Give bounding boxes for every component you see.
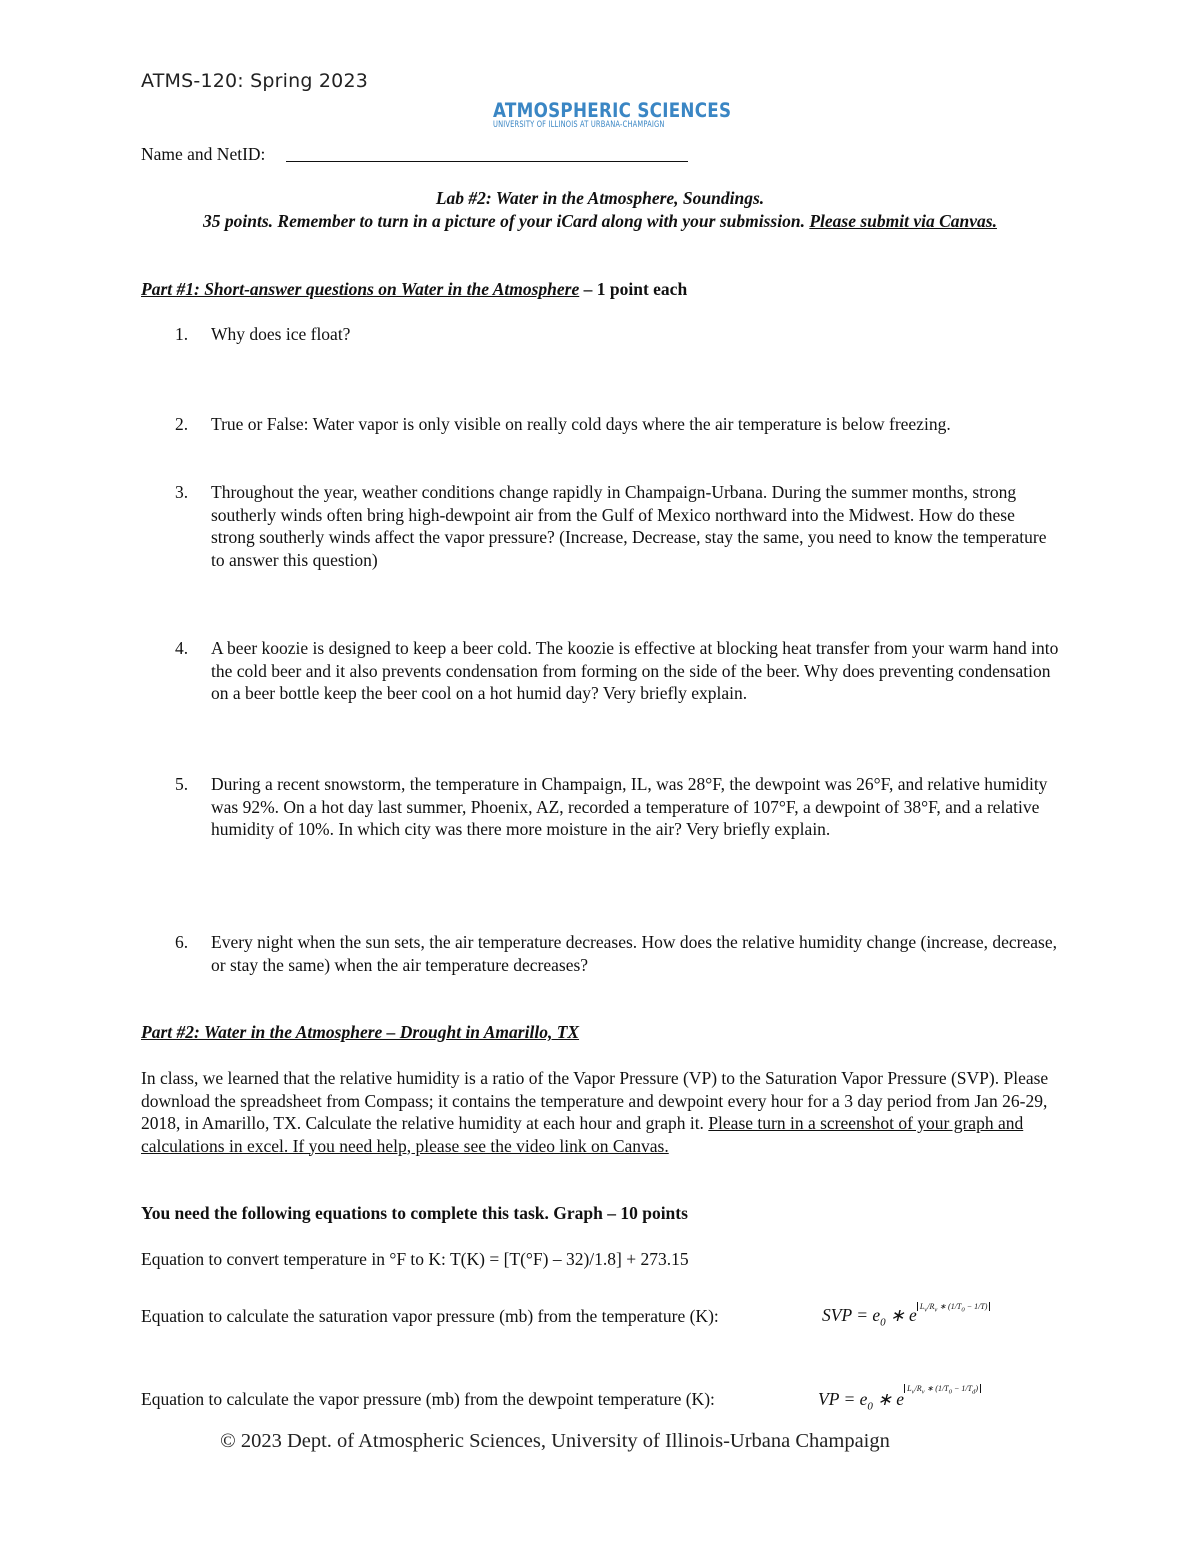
question-text: Throughout the year, weather conditions change rapidly in Champaign-Urbana. During the summer months, strong southerly winds often bring high-dewpoint air from the Gulf of Mexico northward into the Midwest. How do these strong southerly winds affect the vapor pressure? (Increase, Decrease, stay the same, you need to know the temperature to answer this question) xyxy=(211,482,1047,570)
part2-heading-title: Part #2: Water in the Atmosphere – Drought in Amarillo, TX xyxy=(141,1022,580,1042)
part1-heading xyxy=(141,278,687,301)
question-number: 3. xyxy=(175,482,189,502)
equation-vp-label: Equation to calculate the vapor pressure (mb) from the dewpoint temperature (K): xyxy=(141,1389,715,1409)
question-number: 4. xyxy=(175,638,189,658)
equation-vp-formula xyxy=(818,1384,981,1418)
question-number: 1. xyxy=(175,324,189,344)
department-logo xyxy=(493,99,732,130)
question-5 xyxy=(175,773,1060,841)
part2-instructions xyxy=(141,1067,1056,1157)
logo-subtitle: UNIVERSITY OF ILLINOIS AT URBANA-CHAMPAIGN xyxy=(493,120,665,130)
part1-heading-title: Part #1: Short-answer questions on Water in the Atmosphere xyxy=(141,279,580,299)
question-text: During a recent snowstorm, the temperature in Champaign, IL, was 28°F, the dewpoint was 26°F, and relative humidity was 92%. On a hot day last summer, Phoenix, AZ, recorded a temperature of 107°F, a dewpoint of 38°F, and a relative humidity of 10%. In which city was there more moisture in the air? Very briefly explain. xyxy=(211,774,1048,839)
times-e: ∗ e xyxy=(872,1389,905,1409)
question-text: True or False: Water vapor is only visible on really cold days where the air temperature is below freezing. xyxy=(211,414,951,434)
name-input-line[interactable] xyxy=(286,161,688,162)
lab-title-line2 xyxy=(100,210,1100,233)
lab-title-line1: Lab #2: Water in the Atmosphere, Soundings. xyxy=(435,188,765,208)
submit-via-canvas: Please submit via Canvas. xyxy=(809,210,997,231)
equation-f-to-k: Equation to convert temperature in °F to K: T(K) = [T(°F) – 32)/1.8] + 273.15 xyxy=(141,1249,689,1269)
question-text: Why does ice float? xyxy=(211,324,351,344)
vp-exponent: Lv/Rv ∗ (1/T0 − 1/Td) xyxy=(904,1384,981,1393)
question-4 xyxy=(175,637,1060,705)
equation-svp-label: Equation to calculate the saturation vapor pressure (mb) from the temperature (K): xyxy=(141,1306,719,1326)
copyright-footer: © 2023 Dept. of Atmospheric Sciences, University of Illinois-Urbana Champaign xyxy=(220,1430,890,1452)
part2-heading xyxy=(141,1021,579,1044)
question-2 xyxy=(175,413,1060,436)
lab-title xyxy=(100,187,1100,232)
question-text: A beer koozie is designed to keep a beer cold. The koozie is effective at blocking heat transfer from your warm hand into the cold beer and it also prevents condensation from forming on the side of the beer. Why does preventing condensation on a beer bottle keep the beer cool on a hot humid day? Very briefly explain. xyxy=(211,638,1059,703)
vp-lhs: VP = e xyxy=(818,1389,868,1409)
logo-title: ATMOSPHERIC SCIENCES xyxy=(493,99,732,122)
part2-submission-note: Please turn in a screenshot of your graph and calculations in excel. If you need help, please see the video link on Canvas. xyxy=(141,1113,1024,1156)
times-e: ∗ e xyxy=(885,1305,917,1325)
e-subscript: 0 xyxy=(867,1400,873,1413)
equation-svp-formula xyxy=(822,1304,990,1334)
question-number: 2. xyxy=(175,414,189,434)
question-text: Every night when the sun sets, the air temperature decreases. How does the relative humidity change (increase, decrease, or stay the same) when the air temperature decreases? xyxy=(211,932,1057,975)
part2-instructions-text: In class, we learned that the relative humidity is a ratio of the Vapor Pressure (VP) to the Saturation Vapor Pressure (SVP). Please download the spreadsheet from Compass; it contains the temperature and dewpoint every hour for a 3 day period from Jan 26-29, 2018, in Amarillo, TX. Calculate the relative humidity at each hour and graph it. xyxy=(141,1068,1049,1133)
e-subscript: 0 xyxy=(880,1316,886,1329)
question-1 xyxy=(175,323,1060,346)
question-number: 5. xyxy=(175,774,189,794)
question-number: 6. xyxy=(175,932,189,952)
equations-heading: You need the following equations to complete this task. Graph – 10 points xyxy=(141,1203,688,1223)
question-6 xyxy=(175,931,1060,976)
lab-title-instructions: 35 points. Remember to turn in a picture of your iCard along with your submission. xyxy=(203,210,810,231)
svp-lhs: SVP = e xyxy=(822,1305,881,1325)
part1-heading-points: – 1 point each xyxy=(579,279,688,299)
name-label: Name and NetID: xyxy=(141,144,266,164)
course-header: ATMS-120: Spring 2023 xyxy=(141,70,369,92)
svp-exponent: Lv/Rv ∗ (1/T0 − 1/T) xyxy=(917,1302,991,1311)
question-3 xyxy=(175,481,1060,571)
